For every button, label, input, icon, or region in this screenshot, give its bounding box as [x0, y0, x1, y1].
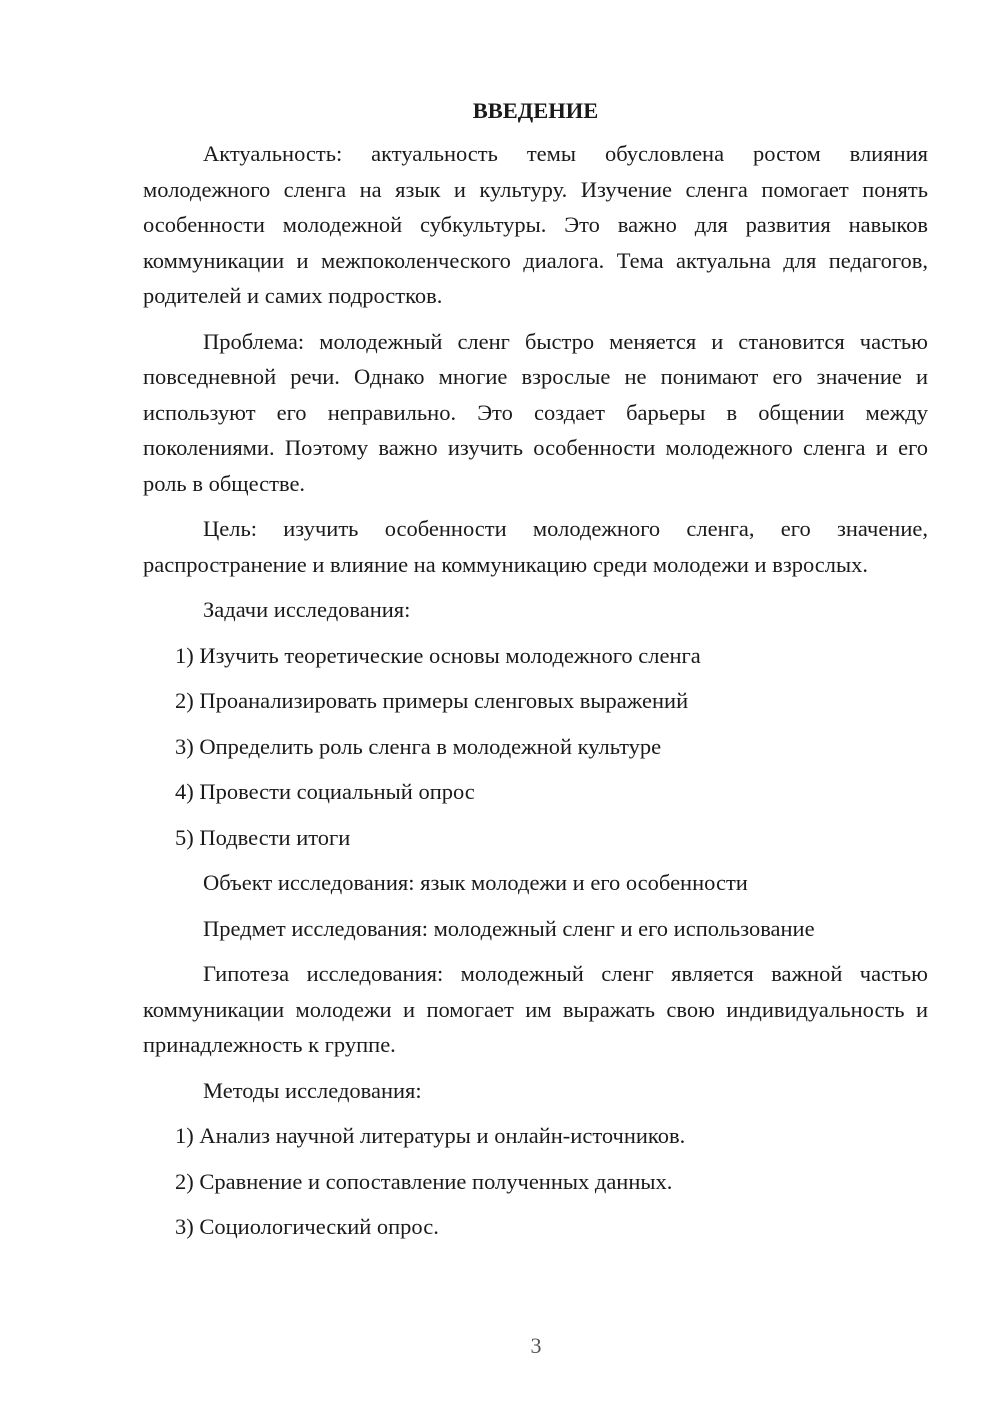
- object-line: Объект исследования: язык молодежи и его особенности: [203, 870, 748, 895]
- list-item: 4) Провести социальный опрос: [175, 779, 475, 804]
- page-number: 3: [530, 1333, 542, 1358]
- hypothesis-paragraph: Гипотеза исследования: молодежный сленг является важной частью коммуникации молодежи и помогает им выражать свою индивидуальность и принадлежность к группе.: [143, 961, 928, 1057]
- methods-list: [143, 1118, 928, 1245]
- section-title: ВВЕДЕНИЕ: [472, 98, 599, 123]
- subject-line: Предмет исследования: молодежный сленг и его использование: [203, 915, 815, 941]
- page-content: [143, 96, 928, 1255]
- list-item: 3) Определить роль сленга в молодежной культуре: [175, 733, 662, 759]
- list-item: 5) Подвести итоги: [175, 824, 351, 850]
- relevance-paragraph: Актуальность: актуальность темы обусловлена ростом влияния молодежного сленга на язык и культуру. Изучение сленга помогает понять особенности молодежной субкультуры. Это важно для развития навыков коммуникации и межпоколенческого диалога. Тема актуальна для педагогов, родителей и самих подростков.: [143, 141, 928, 308]
- list-item: 2) Сравнение и сопоставление полученных данных.: [175, 1168, 673, 1194]
- tasks-list: [143, 638, 928, 856]
- goal-paragraph: Цель: изучить особенности молодежного сленга, его значение, распространение и влияние на коммуникацию среди молодежи и взрослых.: [143, 516, 928, 577]
- tasks-heading: Задачи исследования:: [203, 597, 411, 622]
- problem-paragraph: Проблема: молодежный сленг быстро меняется и становится частью повседневной речи. Однако многие взрослые не понимают его значение и используют его неправильно. Это создает барьеры в общении между поколениями. Поэтому важно изучить особенности молодежного сленга и его роль в обществе.: [143, 328, 928, 496]
- list-item: 1) Анализ научной литературы и онлайн-источников.: [175, 1123, 686, 1148]
- list-item: 3) Социологический опрос.: [175, 1214, 439, 1239]
- methods-heading: Методы исследования:: [203, 1077, 422, 1103]
- list-item: 1) Изучить теоретические основы молодежного сленга: [175, 642, 701, 668]
- list-item: 2) Проанализировать примеры сленговых выражений: [175, 688, 689, 713]
